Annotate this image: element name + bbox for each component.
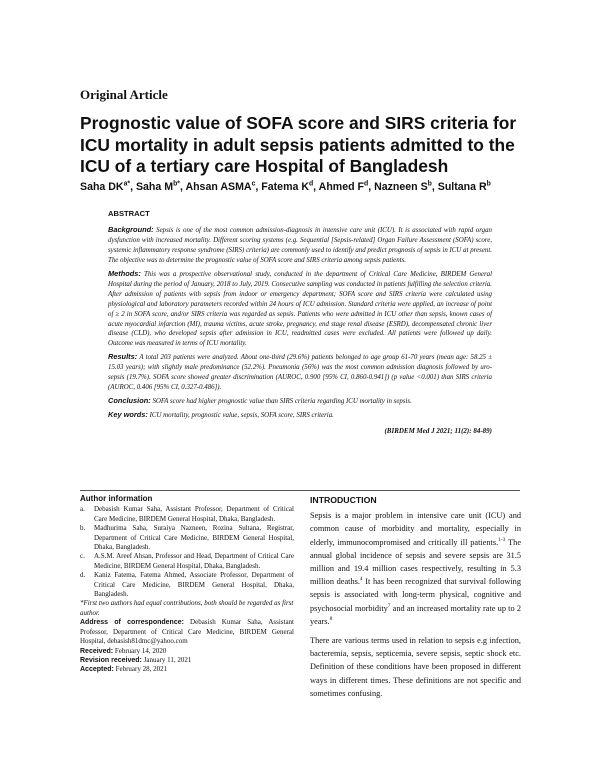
abstract-results: Results: A total 203 patients were analyzed. About one-third (29.6%) patients belonged to age group 61-70 years (mean age: 58.25 ± 15.03 years); with slightly male predominance (52.2%). Pneumonia (56%) was the most common admission diagnosis followed by uro-sepsis (19.7%). SOFA score showed greater discrimination (AUROC, 0.900 [95% CI, 0.860-0.941]) (p value <0.001) than SIRS criteria (AUROC, 0.406 [95% CI, 0.327-0.486]). [108, 352, 492, 392]
author: Nazneen $S^b$, [374, 180, 438, 193]
abstract-conclusion: Conclusion: SOFA score had higher prognostic value than SIRS criteria regarding ICU mortality in sepsis. [108, 396, 412, 406]
abstract-keywords: Key words: ICU mortality, prognostic value, sepsis, SOFA score, SIRS criteria. [108, 410, 334, 420]
author-list [80, 181, 530, 193]
revision-date: Revision received: January 11, 2021 [80, 655, 192, 664]
author: Sultana $R^b$ [437, 180, 491, 193]
affiliation-item: d. Kaniz Fatema, Fatema Ahmed, Associate Professor, Department of Critical Care Medicine, BIRDEM General Hospital, Dhaka, Bangladesh. [80, 571, 294, 599]
author: Ahmed $F^d$, [318, 180, 375, 193]
affiliation-item: a. Debasish Kumar Saha, Assistant Professor, Department of Critical Care Medicine, BIRDEM General Hospital, Dhaka, Bangladesh. [80, 505, 294, 523]
received-date: Received: February 14, 2020 [80, 646, 167, 655]
introduction-paragraph: Sepsis is a major problem in intensive care unit (ICU) and common cause of morbidity and mortality, especially in elderly, immunocompromised and critically ill patients.$^{1-3}$ The annual global incidence of sepsis and severe sepsis are 31.5 million and 19.4 million cases respectively, resulting in 5.3 million deaths.$^4$ It has been recognized that survival following sepsis is associated with long-term physical, cognitive and psychosocial morbidity$^7$ and an increased mortality rate up to 2 years.$^8$ [310, 511, 521, 626]
author: Ahsan ASMA$^c$, [185, 180, 262, 193]
correspondence: Address of correspondence: Debasish Kumar Saha, Assistant Professor, Department of Critical Care Medicine, BIRDEM General Hospital, debasish81dmc@yahoo.com [80, 618, 294, 646]
journal-citation: (BIRDEM Med J 2021; 11(2): 84-89) [384, 427, 492, 436]
accepted-date: Accepted: February 28, 2021 [80, 665, 168, 674]
affiliation-item: b. Madhurima Saha, Suraiya Nazneen, Rozina Sultana, Registrar, Department of Critical Care Medicine, BIRDEM General Hospital, Dhaka, Bangladesh. [80, 524, 294, 552]
author-information [80, 494, 294, 675]
author-info-heading: Author information [80, 494, 153, 503]
section-divider [80, 490, 520, 491]
abstract-heading: ABSTRACT [108, 209, 150, 218]
introduction-section [310, 494, 521, 706]
article-title: Prognostic value of SOFA score and SIRS criteria for ICU mortality in adult sepsis patients admitted to the ICU of a tertiary care Hospital of Bangladesh [80, 113, 517, 176]
affiliation-item: c. A.S.M. Areef Ahsan, Professor and Head, Department of Critical Care Medicine, BIRDEM General Hospital, Dhaka, Bangladesh. [80, 552, 294, 570]
abstract-methods: Methods: This was a prospective observational study, conducted in the department of Critical Care Medicine, BIRDEM General Hospital during the period of January, 2018 to July, 2019. Consecutive sampling was conducted in patients fulfilling the selection criteria. After admission of patients with sepsis from indoor or emergency department; SOFA score and SIRS criteria were calculated using physiological and laboratory parameters recorded within 24 hours of ICU admission. Standard criteria were applied, an increase of point of ≥ 2 in SOFA score, and/or SIRS criteria was regarded as sepsis. Patients who were admitted in ICU other than sepsis, known cases of acute myocardial infarction (MI), trauma victims, acute stroke, pregnancy, end stage renal disease (ESRD), decompensated chronic liver disease (CLD), who developed sepsis after admission in ICU, readmitted cases were excluded. All patients were followed up daily. Outcome was measured in terms of ICU mortality. [108, 268, 492, 348]
introduction-heading: INTRODUCTION [310, 495, 377, 505]
author: Fatema $K^d$, [261, 180, 319, 193]
introduction-paragraph: There are various terms used in relation to sepsis e.g infection, bacteremia, sepsis, septicemia, severe sepsis, septic shock etc. Definition of these conditions have been proposed in different ways in different times. These definitions are not specific and sometimes confusing. [310, 636, 521, 698]
article-type: Original Article [80, 87, 168, 102]
abstract-block [108, 209, 492, 437]
equal-contribution-note: *First two authors had equal contributions, both should be regarded as first author. [80, 599, 294, 617]
abstract-background: Background: Sepsis is one of the most common admission-diagnosis in intensive care unit (ICU). It is associated with rapid organ dysfunction with increased mortality. Different scoring systems (e.g. Sequential [Sepsis-related] Organ Failure Assessment (SOFA) score, systemic inflammatory response syndrome (SIRS) criteria) are commonly used to identify and predict prognosis of sepsis in ICU at present. The objective was to determine the prognostic value of SOFA score and SIRS criteria among sepsis patients. [108, 224, 492, 264]
author: Saha $M^{b*}$, [135, 180, 186, 193]
author: Saha $DK^{a*}$, [80, 180, 136, 193]
